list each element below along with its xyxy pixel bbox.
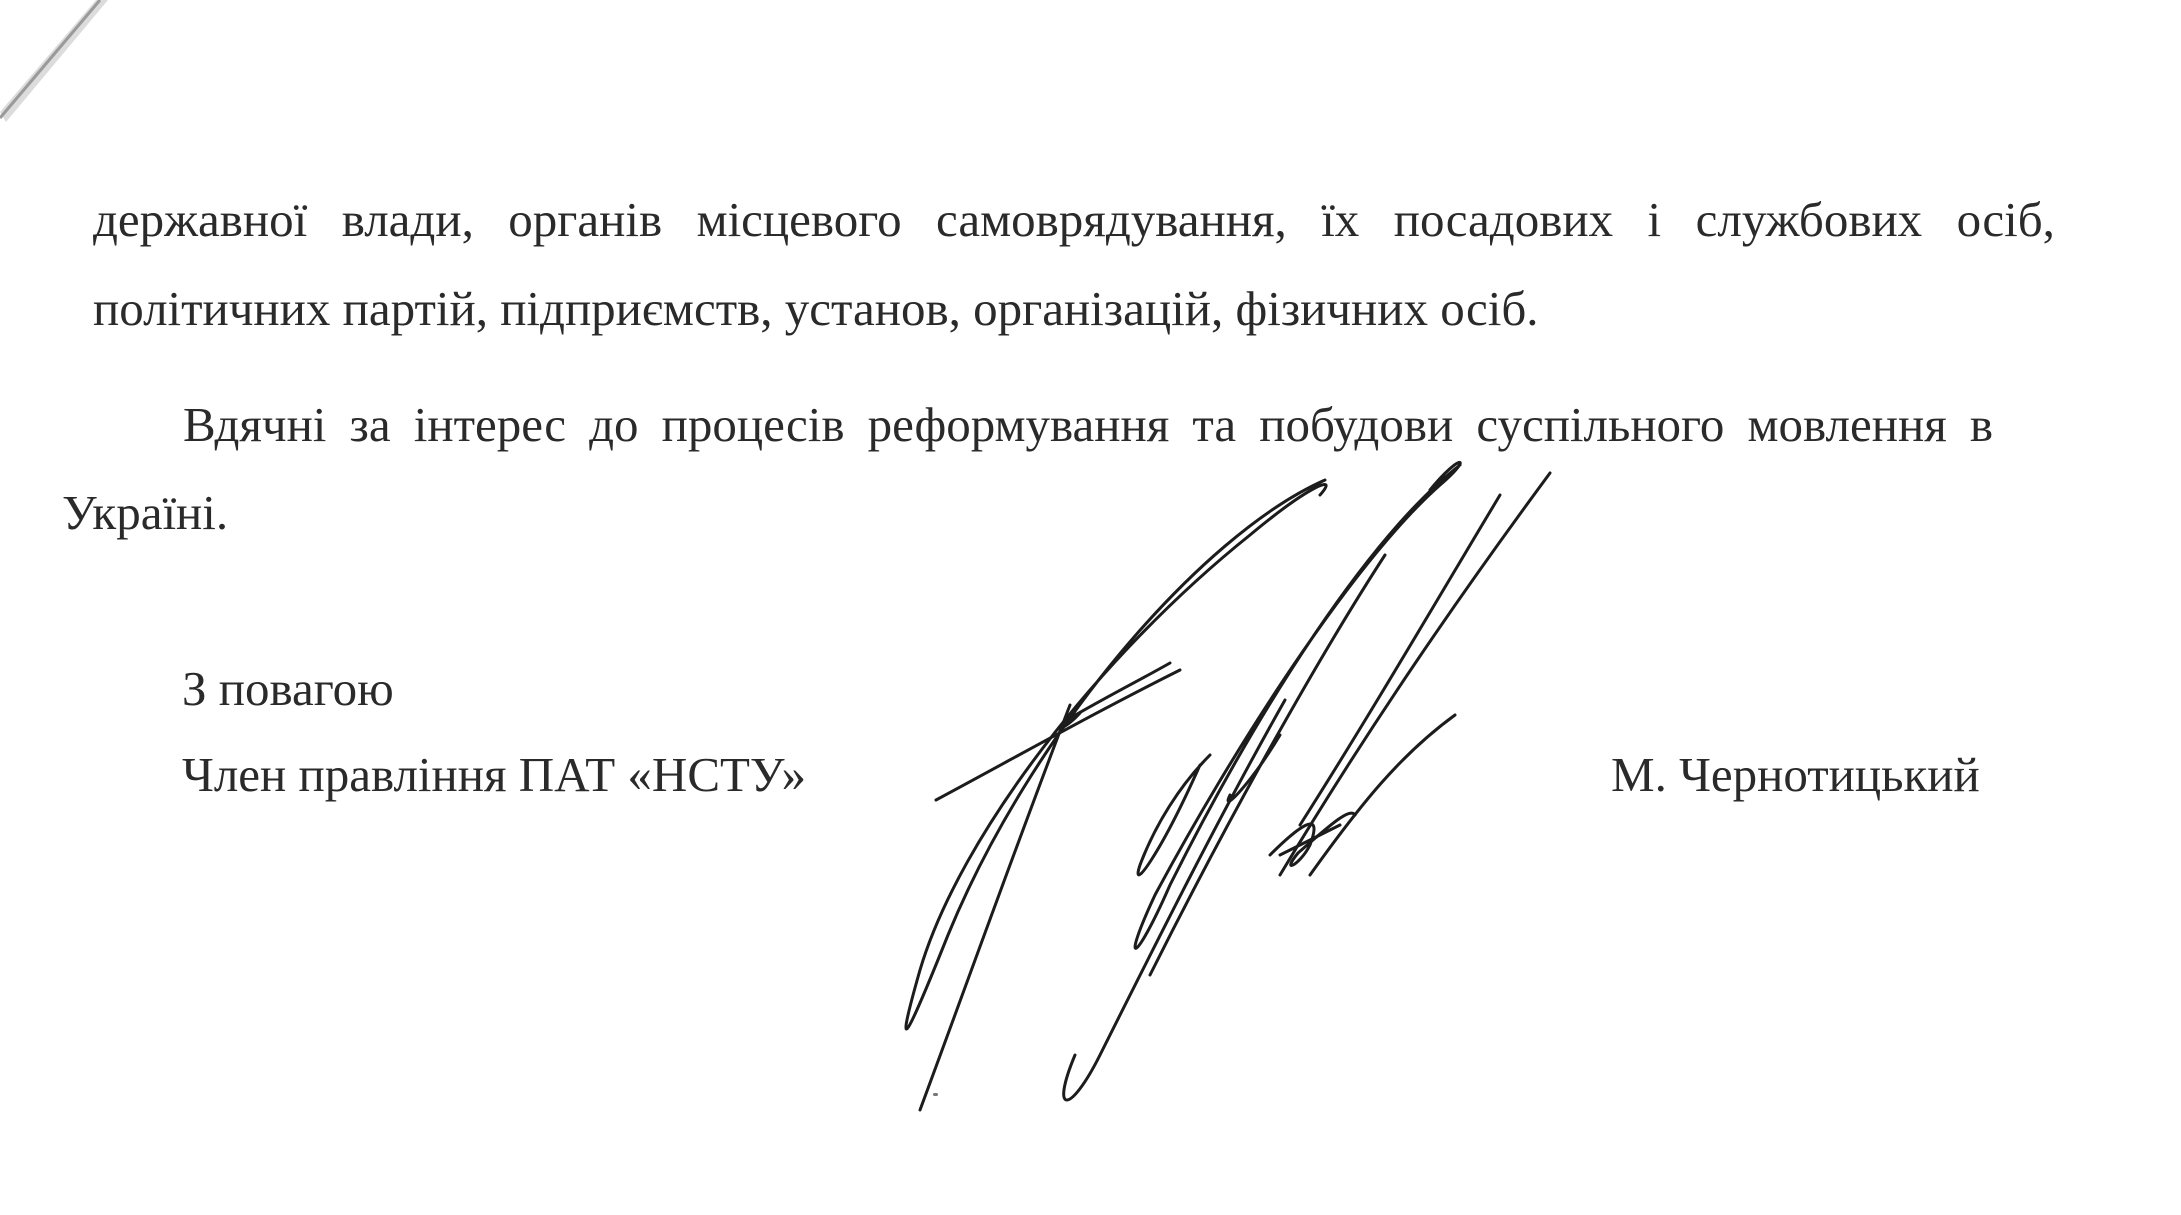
closing-text-line-1 — [183, 395, 1993, 455]
body-text-line-2: політичних партій, підприємств, установ, організацій, фізичних осіб. — [93, 281, 1539, 336]
body-line-1-word: службових — [1695, 192, 1923, 247]
closing-text-line-2: Україні. — [62, 485, 229, 540]
closing-line-1-word: мовлення — [1747, 397, 1947, 452]
body-line-1-word: державної — [93, 192, 308, 247]
handwritten-signature — [900, 455, 1620, 1115]
closing-line-1-word: інтерес — [413, 397, 566, 452]
body-line-1-word: місцевого — [696, 192, 902, 247]
body-line-1-word: влади, — [341, 192, 474, 247]
body-line-1-word: органів — [508, 192, 663, 247]
closing-line-1-word: суспільного — [1476, 397, 1725, 452]
body-text-line-1 — [93, 190, 2055, 250]
closing-line-1-word: в — [1969, 397, 1993, 452]
signer-name: М. Чернотицький — [1611, 747, 1980, 802]
scan-speck — [933, 1093, 938, 1096]
closing-line-1-word: Вдячні — [183, 397, 327, 452]
body-line-1-word: посадових — [1393, 192, 1614, 247]
closing-line-1-word: побудови — [1259, 397, 1454, 452]
closing-line-1-word: за — [349, 397, 391, 452]
body-line-1-word: самоврядування, — [936, 192, 1287, 247]
body-line-1-word: осіб, — [1956, 192, 2055, 247]
body-line-1-word: і — [1647, 192, 1662, 247]
closing-line-1-word: реформування — [867, 397, 1170, 452]
scan-corner-mark — [0, 0, 140, 160]
closing-line-1-word: процесів — [661, 397, 845, 452]
regards-text: З повагою — [182, 661, 394, 716]
closing-line-1-word: до — [589, 397, 639, 452]
signer-position: Член правління ПАТ «НСТУ» — [182, 747, 807, 802]
closing-line-1-word: та — [1192, 397, 1237, 452]
body-line-1-word: їх — [1321, 192, 1360, 247]
